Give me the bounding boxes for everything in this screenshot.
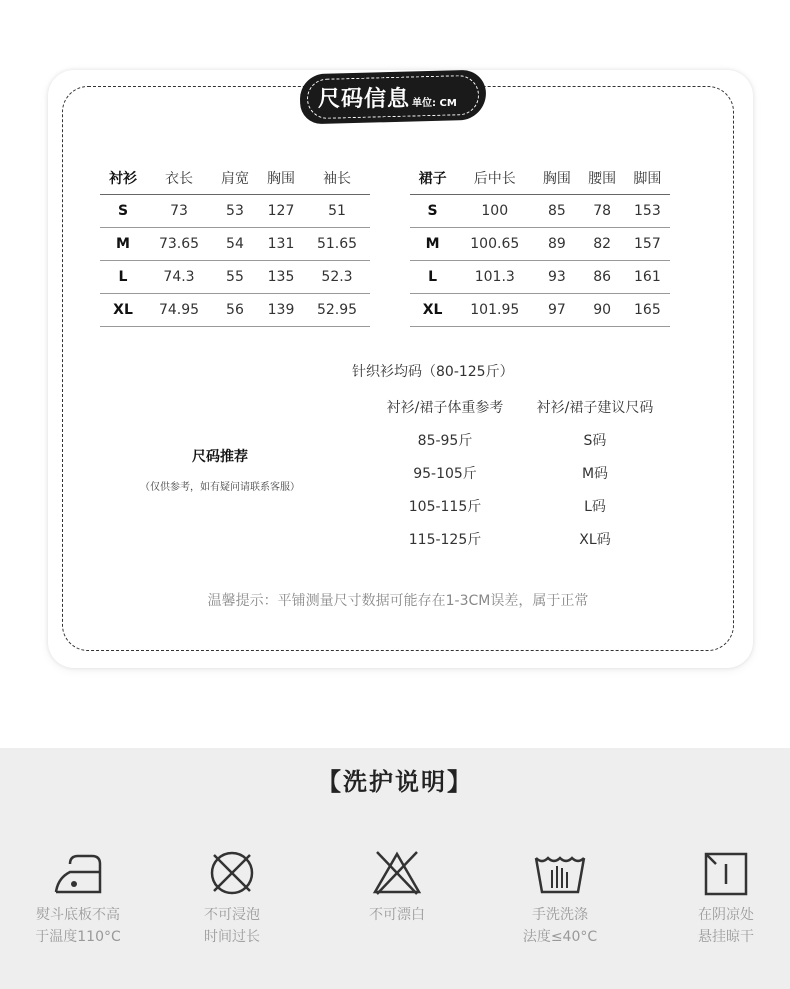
table-cell: L: [428, 268, 438, 285]
table-cell: 73.65: [158, 235, 200, 252]
table-cell: 55: [226, 268, 244, 285]
line-dry-shade-icon: [696, 848, 756, 898]
table-cell: 51.65: [316, 235, 358, 252]
table-row: [410, 260, 670, 293]
table-cell: 161: [634, 268, 661, 285]
table-cell: 52.3: [321, 268, 353, 285]
table-cell: S码: [583, 432, 607, 449]
table-cell: 127: [267, 202, 295, 219]
table-cell: 100: [481, 202, 509, 219]
table-cell: XL: [113, 301, 133, 318]
care-label: 手洗洗涤 法度≤40°C: [522, 907, 598, 945]
table-row: [370, 456, 670, 489]
table-header-cell: 胸围: [267, 170, 295, 187]
table-cell: L: [118, 268, 128, 285]
care-item-hand-wash: [490, 848, 630, 948]
table-row: [100, 194, 370, 227]
title-badge-text: [318, 82, 457, 114]
table-row: [410, 293, 670, 326]
recommendation-heading: [110, 446, 330, 493]
table-header-cell: 袖长: [323, 170, 351, 187]
table-cell: 56: [226, 301, 244, 318]
table-cell: S: [427, 202, 438, 219]
table-cell: 153: [634, 202, 661, 219]
table-cell: 86: [593, 268, 612, 285]
table-cell: XL码: [579, 531, 611, 548]
table-header-row: [410, 162, 670, 194]
table-header-cell: 衬衫: [109, 170, 138, 187]
table-cell: 74.95: [158, 301, 200, 318]
table-cell: 131: [267, 235, 295, 252]
table-cell: 82: [593, 235, 612, 252]
table-cell: 78: [593, 202, 612, 219]
table-row: [410, 227, 670, 260]
table-cell: 135: [267, 268, 295, 285]
table-row: [370, 522, 670, 555]
size-info-unit: 单位: CM: [412, 98, 457, 109]
care-label: 不可浸泡 时间过长: [204, 907, 260, 945]
care-title: 【洗护说明】: [317, 768, 473, 796]
skirt-size-table: [410, 162, 670, 327]
table-cell: L码: [584, 498, 606, 515]
table-cell: S: [117, 202, 129, 219]
table-cell: 115-125斤: [408, 531, 482, 548]
table-header-row: [100, 162, 370, 194]
size-recommendation-table: [370, 390, 670, 555]
table-cell: 85-95斤: [417, 432, 473, 449]
table-cell: 89: [548, 235, 566, 252]
table-header-cell: 后中长: [473, 170, 516, 187]
table-cell: M: [116, 235, 130, 252]
care-label: 在阴凉处 悬挂晾干: [698, 907, 754, 945]
table-cell: M: [425, 235, 440, 252]
table-cell: 101.3: [474, 268, 515, 285]
iron-icon: [48, 848, 108, 898]
table-cell: 165: [634, 301, 661, 318]
table-cell: 97: [548, 301, 566, 318]
table-cell: 100.65: [470, 235, 520, 252]
table-header-cell: 衬衫/裙子体重参考: [386, 399, 504, 416]
table-header-cell: 胸围: [542, 170, 571, 187]
table-cell: 157: [634, 235, 661, 252]
table-row: [410, 194, 670, 227]
table-header-cell: 衬衫/裙子建议尺码: [536, 399, 654, 416]
measurement-tip: 温馨提示：平铺测量尺寸数据可能存在1-3CM误差，属于正常: [207, 593, 589, 609]
table-cell: 101.95: [470, 301, 520, 318]
table-cell: 73: [170, 202, 188, 219]
shirt-size-table: [100, 162, 370, 327]
care-item-line-dry-shade: [656, 848, 790, 948]
care-item-iron: [8, 848, 148, 948]
care-section: [0, 748, 790, 989]
table-cell: 53: [226, 202, 244, 219]
table-cell: 85: [548, 202, 566, 219]
size-info-title: 尺码信息: [318, 87, 411, 112]
knit-size-note: 针织衫均码（80-125斤）: [352, 364, 514, 380]
table-cell: M码: [581, 465, 609, 482]
table-header-cell: 衣长: [164, 170, 193, 187]
hand-wash-icon: [530, 848, 590, 898]
recommendation-title: 尺码推荐: [192, 449, 248, 465]
table-cell: XL: [422, 301, 443, 318]
recommendation-subtitle: （仅供参考，如有疑问请联系客服）: [140, 482, 300, 493]
table-row: [100, 293, 370, 326]
care-label: 熨斗底板不高 于温度110°C: [35, 907, 121, 945]
table-header-cell: 脚围: [633, 170, 662, 187]
no-soak-icon: [202, 848, 262, 898]
table-header-cell: 肩宽: [220, 170, 249, 187]
table-cell: 93: [548, 268, 566, 285]
table-cell: 105-115斤: [408, 498, 482, 515]
table-cell: 52.95: [316, 301, 358, 318]
table-header-row: [370, 390, 670, 423]
table-cell: 54: [226, 235, 244, 252]
table-row: [100, 260, 370, 293]
table-header-cell: 裙子: [418, 170, 447, 187]
no-bleach-icon: [367, 848, 427, 898]
care-item-no-bleach: [327, 848, 467, 926]
table-row: [100, 227, 370, 260]
table-cell: 95-105斤: [413, 465, 477, 482]
table-cell: 51: [328, 202, 346, 219]
table-cell: 90: [593, 301, 612, 318]
care-item-no-soak: [162, 848, 302, 948]
table-row: [370, 489, 670, 522]
table-cell: 139: [267, 301, 295, 318]
care-label: 不可漂白: [369, 907, 425, 923]
table-cell: 74.3: [163, 268, 195, 285]
table-header-cell: 腰围: [588, 170, 617, 187]
table-row: [370, 423, 670, 456]
